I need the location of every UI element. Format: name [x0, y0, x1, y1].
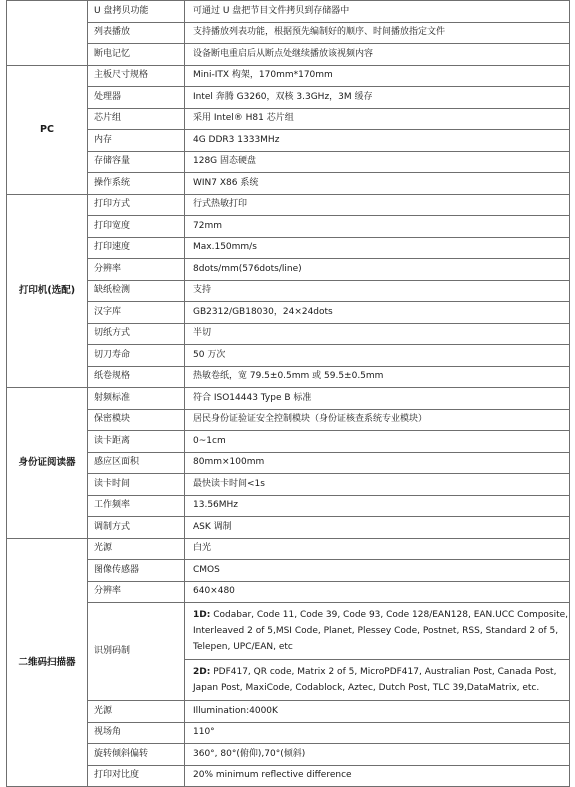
- table-row: [7, 538, 570, 560]
- spec-label: 读卡时间: [88, 474, 185, 496]
- table-row: [7, 302, 570, 324]
- table-row: [7, 65, 570, 87]
- spec-label: 打印对比度: [88, 765, 185, 787]
- spec-value: 50 万次: [185, 345, 570, 367]
- spec-label: 旋转倾斜偏转: [88, 744, 185, 766]
- spec-value: 可通过 U 盘把节目文件拷贝到存储器中: [185, 1, 570, 23]
- table-row: [7, 280, 570, 302]
- spec-label: 打印宽度: [88, 216, 185, 238]
- spec-value: Intel 奔腾 G3260，双核 3.3GHz，3M 缓存: [185, 87, 570, 109]
- spec-value: 最快读卡时间<1s: [185, 474, 570, 496]
- spec-value: 设备断电重启后从断点处继续播放该视频内容: [185, 44, 570, 66]
- spec-label: 列表播放: [88, 22, 185, 44]
- spec-label: 处理器: [88, 87, 185, 109]
- spec-label: 打印方式: [88, 194, 185, 216]
- spec-label: 工作频率: [88, 495, 185, 517]
- table-row: [7, 474, 570, 496]
- table-row: [7, 345, 570, 367]
- spec-value: 半切: [185, 323, 570, 345]
- table-row: [7, 366, 570, 388]
- spec-label: 识别码制: [88, 603, 185, 701]
- table-row: [7, 452, 570, 474]
- table-row: [7, 108, 570, 130]
- spec-value: GB2312/GB18030，24×24dots: [185, 302, 570, 324]
- spec-value: 13.56MHz: [185, 495, 570, 517]
- barcode-2d-prefix: 2D:: [193, 667, 211, 677]
- spec-value: 白光: [185, 538, 570, 560]
- category-pc: PC: [7, 65, 88, 194]
- spec-value: ASK 调制: [185, 517, 570, 539]
- spec-value: Mini-ITX 构架，170mm*170mm: [185, 65, 570, 87]
- spec-value: 128G 固态硬盘: [185, 151, 570, 173]
- spec-value: 支持: [185, 280, 570, 302]
- spec-label: 读卡距离: [88, 431, 185, 453]
- spec-value: 640×480: [185, 581, 570, 603]
- table-row: [7, 409, 570, 431]
- spec-label: 调制方式: [88, 517, 185, 539]
- table-row: [7, 22, 570, 44]
- spec-label: 缺纸检测: [88, 280, 185, 302]
- spec-value: 热敏卷纸，宽 79.5±0.5mm 或 59.5±0.5mm: [185, 366, 570, 388]
- table-row: [7, 44, 570, 66]
- spec-label: 感应区面积: [88, 452, 185, 474]
- spec-table: [6, 0, 570, 787]
- table-row: [7, 173, 570, 195]
- table-row: [7, 581, 570, 603]
- spec-value: 360°, 80°(俯仰),70°(倾斜): [185, 744, 570, 766]
- table-row: [7, 517, 570, 539]
- table-row: [7, 560, 570, 582]
- barcode-2d-cell: [185, 660, 570, 701]
- barcode-2d-list: PDF417, QR code, Matrix 2 of 5, MicroPDF417, Australian Post, Canada Post, Japan Post, MaxiCode, Codablock, Aztec, Dutch Post, TLC 39,DataMatrix, etc.: [193, 667, 557, 693]
- spec-value: 80mm×100mm: [185, 452, 570, 474]
- table-row: [7, 744, 570, 766]
- spec-label: 汉字库: [88, 302, 185, 324]
- table-row: [7, 216, 570, 238]
- table-row: [7, 388, 570, 410]
- table-row: [7, 603, 570, 660]
- spec-label: 存储容量: [88, 151, 185, 173]
- table-row: [7, 495, 570, 517]
- table-row: [7, 701, 570, 723]
- spec-value: 20% minimum reflective difference: [185, 765, 570, 787]
- table-row: [7, 1, 570, 23]
- spec-value: 采用 Intel® H81 芯片组: [185, 108, 570, 130]
- table-row: [7, 323, 570, 345]
- category-id-reader: 身份证阅读器: [7, 388, 88, 539]
- table-row: [7, 722, 570, 744]
- spec-label: 分辨率: [88, 259, 185, 281]
- spec-value: 居民身份证验证安全控制模块（身份证核查系统专业模块）: [185, 409, 570, 431]
- table-row: [7, 194, 570, 216]
- table-row: [7, 87, 570, 109]
- spec-label: 分辨率: [88, 581, 185, 603]
- spec-label: 纸卷规格: [88, 366, 185, 388]
- spec-value: 72mm: [185, 216, 570, 238]
- spec-label: 视场角: [88, 722, 185, 744]
- spec-value: 0~1cm: [185, 431, 570, 453]
- barcode-1d-prefix: 1D:: [193, 610, 211, 620]
- spec-label: 切刀寿命: [88, 345, 185, 367]
- spec-label: 芯片组: [88, 108, 185, 130]
- spec-label: 内存: [88, 130, 185, 152]
- spec-value: 110°: [185, 722, 570, 744]
- spec-label: 射频标准: [88, 388, 185, 410]
- table-row: [7, 237, 570, 259]
- spec-value: Max.150mm/s: [185, 237, 570, 259]
- table-row: [7, 130, 570, 152]
- spec-label: 操作系统: [88, 173, 185, 195]
- category-cell: [7, 1, 88, 66]
- spec-label: 光源: [88, 701, 185, 723]
- spec-value: 支持播放列表功能，根据预先编制好的顺序、时间播放指定文件: [185, 22, 570, 44]
- spec-label: U 盘拷贝功能: [88, 1, 185, 23]
- table-row: [7, 431, 570, 453]
- barcode-1d-cell: [185, 603, 570, 660]
- spec-value: 行式热敏打印: [185, 194, 570, 216]
- table-row: [7, 765, 570, 787]
- spec-label: 打印速度: [88, 237, 185, 259]
- spec-value: 4G DDR3 1333MHz: [185, 130, 570, 152]
- barcode-1d-list: Codabar, Code 11, Code 39, Code 93, Code 128/EAN128, EAN.UCC Composite, Interleaved 2 of 5,MSI Code, Planet, Plessey Code, Postnet, RSS, Standard 2 of 5, Telepen, UPC/EAN, etc: [193, 610, 569, 652]
- spec-value: Illumination:4000K: [185, 701, 570, 723]
- spec-label: 光源: [88, 538, 185, 560]
- table-row: [7, 259, 570, 281]
- spec-label: 保密模块: [88, 409, 185, 431]
- spec-label: 图像传感器: [88, 560, 185, 582]
- spec-value: 8dots/mm(576dots/line): [185, 259, 570, 281]
- spec-label: 切纸方式: [88, 323, 185, 345]
- table-row: [7, 151, 570, 173]
- spec-value: WIN7 X86 系统: [185, 173, 570, 195]
- category-printer: 打印机(选配): [7, 194, 88, 388]
- spec-label: 主板尺寸规格: [88, 65, 185, 87]
- category-qr-scanner: 二维码扫描器: [7, 538, 88, 787]
- spec-value: CMOS: [185, 560, 570, 582]
- spec-label: 断电记忆: [88, 44, 185, 66]
- spec-value: 符合 ISO14443 Type B 标准: [185, 388, 570, 410]
